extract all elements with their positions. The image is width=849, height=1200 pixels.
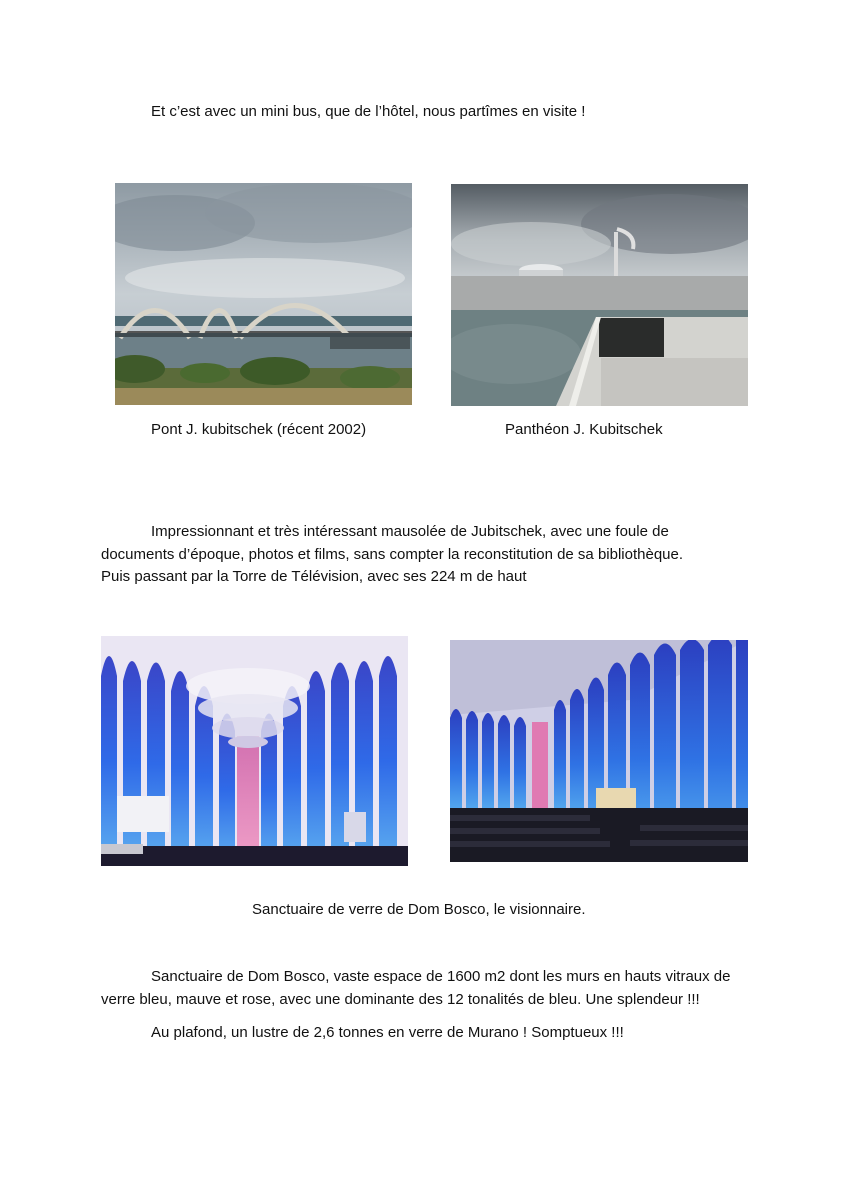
paragraph1-line2: documents d’époque, photos et films, sans compter la reconstitution de sa bibliothèque. (101, 546, 684, 563)
bridge-caption: Pont J. kubitschek (récent 2002) (151, 421, 367, 438)
sanctuary-nave-photo (450, 640, 748, 862)
pantheon-photo (451, 184, 748, 406)
paragraph1-line3: Puis passant par la Torre de Télévision, avec ses 224 m de haut (101, 568, 527, 585)
paragraph2-line2: verre bleu, mauve et rose, avec une dominante des 12 tonalités de bleu. Une splendeur !!! (101, 991, 700, 1008)
intro-text: Et c’est avec un mini bus, que de l’hôtel, nous partîmes en visite ! (151, 103, 586, 120)
paragraph3-text: Au plafond, un lustre de 2,6 tonnes en verre de Murano ! Somptueux !!! (151, 1024, 624, 1041)
sanctuary-chandelier-photo (101, 636, 408, 866)
bridge-photo (115, 183, 412, 405)
pantheon-caption: Panthéon J. Kubitschek (505, 421, 663, 438)
sanctuary-caption: Sanctuaire de verre de Dom Bosco, le visionnaire. (252, 901, 586, 918)
paragraph1-line1: Impressionnant et très intéressant mausolée de Jubitschek, avec une foule de (151, 523, 669, 540)
paragraph2-line1: Sanctuaire de Dom Bosco, vaste espace de 1600 m2 dont les murs en hauts vitraux de (151, 968, 731, 985)
